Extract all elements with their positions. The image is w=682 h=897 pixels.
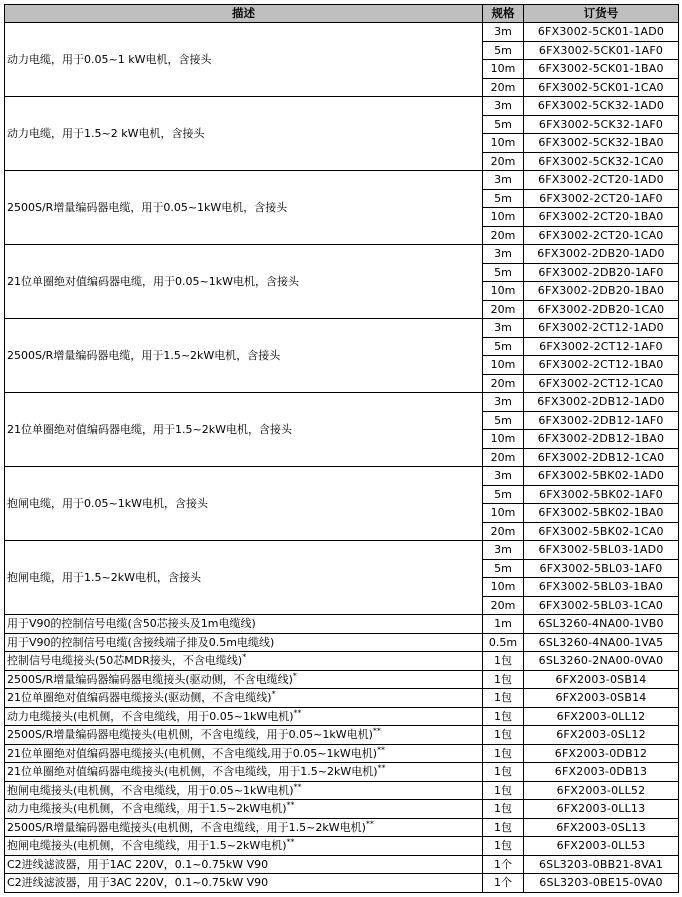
spec-cell: 1包 — [483, 763, 524, 782]
order-number-cell: 6FX3002-5BK02-1AD0 — [524, 467, 679, 486]
item-description: 2500S/R增量编码器编码器电缆接头(驱动侧，不含电缆线) — [7, 672, 293, 686]
accessory-row — [5, 818, 679, 837]
order-number-cell: 6FX3002-2CT20-1AD0 — [524, 171, 679, 190]
order-number-cell: 6FX3002-2DB20-1AD0 — [524, 245, 679, 264]
item-description-cell — [5, 726, 483, 745]
spec-cell: 3m — [483, 541, 524, 560]
item-description: 用于V90的控制信号电缆(含50芯接头及1m电缆线) — [7, 617, 256, 630]
footnote-mark: ** — [365, 818, 374, 828]
order-number-cell: 6FX3002-2DB12-1BA0 — [524, 430, 679, 449]
header-description: 描述 — [5, 5, 483, 23]
group-description: 动力电缆，用于0.05~1 kW电机，含接头 — [5, 23, 483, 97]
accessory-row — [5, 744, 679, 763]
spec-cell: 1m — [483, 615, 524, 634]
item-description-cell — [5, 818, 483, 837]
spec-cell: 20m — [483, 78, 524, 97]
item-description-cell — [5, 855, 483, 874]
item-description-cell — [5, 615, 483, 634]
footnote-mark: ** — [377, 763, 386, 773]
item-description-cell — [5, 670, 483, 689]
order-number-cell: 6SL3203-0BE15-0VA0 — [524, 874, 679, 893]
footnote-mark: ** — [286, 837, 295, 847]
spec-cell: 1包 — [483, 818, 524, 837]
spec-cell: 0.5m — [483, 633, 524, 652]
order-number-cell: 6FX3002-5CK01-1AD0 — [524, 23, 679, 42]
item-description: C2进线滤波器，用于1AC 220V，0.1~0.75kW V90 — [7, 857, 269, 871]
order-number-cell: 6FX3002-5BK02-1AF0 — [524, 485, 679, 504]
group-description: 抱闸电缆，用于0.05~1kW电机，含接头 — [5, 467, 483, 541]
spec-cell: 5m — [483, 337, 524, 356]
spec-cell: 1包 — [483, 707, 524, 726]
item-description-cell — [5, 707, 483, 726]
order-number-cell: 6FX3002-2CT12-1BA0 — [524, 356, 679, 375]
spec-cell: 3m — [483, 467, 524, 486]
order-number-cell: 6FX2003-0LL52 — [524, 781, 679, 800]
order-number-cell: 6SL3203-0BB21-8VA1 — [524, 855, 679, 874]
spec-cell: 1个 — [483, 874, 524, 893]
order-number-cell: 6FX2003-0SL13 — [524, 818, 679, 837]
header-row — [5, 5, 679, 23]
item-description-cell — [5, 744, 483, 763]
accessory-row — [5, 615, 679, 634]
item-description: C2进线滤波器，用于3AC 220V，0.1~0.75kW V90 — [7, 876, 269, 889]
group-description: 21位单圈绝对值编码器电缆，用于1.5~2kW电机，含接头 — [5, 393, 483, 467]
order-number-cell: 6FX3002-5CK01-1CA0 — [524, 78, 679, 97]
footnote-mark: ** — [377, 744, 386, 754]
item-description: 2500S/R增量编码器电缆接头(电机侧，不含电缆线，用于0.05~1kW电机) — [7, 728, 373, 741]
order-number-cell: 6SL3260-4NA00-1VB0 — [524, 615, 679, 634]
order-number-cell: 6FX3002-2DB12-1AF0 — [524, 411, 679, 430]
spec-cell: 3m — [483, 393, 524, 412]
spec-cell: 1包 — [483, 670, 524, 689]
accessory-row — [5, 726, 679, 745]
spec-cell: 20m — [483, 374, 524, 393]
order-number-cell: 6FX3002-5BL03-1AD0 — [524, 541, 679, 560]
spec-cell: 1包 — [483, 781, 524, 800]
order-number-cell: 6FX2003-0DB12 — [524, 744, 679, 763]
footnote-mark: ** — [293, 781, 302, 791]
group-description: 2500S/R增量编码器电缆，用于0.05~1kW电机，含接头 — [5, 171, 483, 245]
order-number-cell: 6FX3002-5BK02-1CA0 — [524, 522, 679, 541]
spec-cell: 10m — [483, 356, 524, 375]
accessory-row — [5, 781, 679, 800]
item-description-cell — [5, 874, 483, 893]
spec-cell: 1包 — [483, 652, 524, 671]
item-description-cell — [5, 837, 483, 856]
spec-cell: 10m — [483, 60, 524, 79]
accessory-row — [5, 670, 679, 689]
order-number-cell: 6FX2003-0LL12 — [524, 707, 679, 726]
accessory-row — [5, 855, 679, 874]
group-description: 抱闸电缆，用于1.5~2kW电机，含接头 — [5, 541, 483, 615]
cable-row — [5, 171, 679, 190]
order-number-cell: 6FX3002-5BL03-1CA0 — [524, 596, 679, 615]
order-number-cell: 6FX3002-2CT20-1AF0 — [524, 189, 679, 208]
order-number-cell: 6FX3002-5CK01-1AF0 — [524, 41, 679, 60]
order-number-cell: 6FX3002-2CT12-1CA0 — [524, 374, 679, 393]
group-description: 动力电缆，用于1.5~2 kW电机，含接头 — [5, 97, 483, 171]
cable-row — [5, 97, 679, 116]
order-number-cell: 6FX3002-5BK02-1BA0 — [524, 504, 679, 523]
order-number-cell: 6FX3002-5CK32-1BA0 — [524, 134, 679, 153]
order-number-cell: 6FX3002-2DB20-1AF0 — [524, 263, 679, 282]
footnote-mark: * — [292, 670, 297, 680]
spec-cell: 20m — [483, 522, 524, 541]
cable-row — [5, 541, 679, 560]
footnote-mark: ** — [372, 726, 381, 736]
item-description: 21位单圈绝对值编码器电缆接头(驱动侧，不含电缆线) — [7, 691, 272, 704]
cable-row — [5, 319, 679, 338]
spec-cell: 1包 — [483, 744, 524, 763]
order-number-cell: 6FX3002-5CK01-1BA0 — [524, 60, 679, 79]
order-number-cell: 6FX3002-5BL03-1AF0 — [524, 559, 679, 578]
spec-cell: 3m — [483, 23, 524, 42]
order-number-cell: 6FX2003-0SL12 — [524, 726, 679, 745]
spec-cell: 20m — [483, 300, 524, 319]
order-number-cell: 6FX3002-5BL03-1BA0 — [524, 578, 679, 597]
spec-cell: 5m — [483, 485, 524, 504]
spec-cell: 5m — [483, 559, 524, 578]
table-body — [5, 23, 679, 893]
spec-cell: 20m — [483, 448, 524, 467]
spec-cell: 5m — [483, 263, 524, 282]
accessory-row — [5, 837, 679, 856]
order-number-cell: 6SL3260-4NA00-1VA5 — [524, 633, 679, 652]
item-description-cell — [5, 689, 483, 708]
accessory-row — [5, 652, 679, 671]
order-number-cell: 6FX3002-5CK32-1AD0 — [524, 97, 679, 116]
item-description: 控制信号电缆接头(50芯MDR接头，不含电缆线) — [7, 654, 243, 667]
spec-cell: 10m — [483, 430, 524, 449]
item-description-cell — [5, 652, 483, 671]
accessory-row — [5, 707, 679, 726]
item-description: 抱闸电缆接头(电机侧，不含电缆线，用于0.05~1kW电机) — [7, 783, 294, 797]
order-number-cell: 6FX3002-5CK32-1AF0 — [524, 115, 679, 134]
footnote-mark: ** — [293, 707, 302, 717]
order-table — [4, 4, 679, 893]
item-description: 抱闸电缆接头(电机侧，不含电缆线，用于1.5~2kW电机) — [7, 839, 287, 852]
group-description: 2500S/R增量编码器电缆，用于1.5~2kW电机，含接头 — [5, 319, 483, 393]
spec-cell: 10m — [483, 134, 524, 153]
spec-cell: 1包 — [483, 837, 524, 856]
accessory-row — [5, 689, 679, 708]
spec-cell: 20m — [483, 226, 524, 245]
spec-cell: 10m — [483, 282, 524, 301]
item-description: 21位单圈绝对值编码器电缆接头(电机侧，不含电缆线，用于1.5~2kW电机) — [7, 765, 378, 778]
spec-cell: 5m — [483, 115, 524, 134]
accessory-row — [5, 633, 679, 652]
spec-cell: 5m — [483, 189, 524, 208]
order-number-cell: 6FX2003-0LL13 — [524, 800, 679, 819]
spec-cell: 1个 — [483, 855, 524, 874]
spec-cell: 20m — [483, 152, 524, 171]
order-number-cell: 6FX3002-5CK32-1CA0 — [524, 152, 679, 171]
spec-cell: 10m — [483, 578, 524, 597]
spec-cell: 10m — [483, 504, 524, 523]
item-description-cell — [5, 633, 483, 652]
spec-cell: 1包 — [483, 726, 524, 745]
item-description: 动力电缆接头(电机侧，不含电缆线，用于1.5~2kW电机) — [7, 802, 287, 815]
spec-cell: 3m — [483, 171, 524, 190]
item-description-cell — [5, 763, 483, 782]
item-description: 用于V90的控制信号电缆(含接线端子排及0.5m电缆线) — [7, 635, 275, 649]
order-number-cell: 6FX3002-2CT12-1AD0 — [524, 319, 679, 338]
order-number-cell: 6FX3002-2CT12-1AF0 — [524, 337, 679, 356]
spec-cell: 3m — [483, 97, 524, 116]
spec-cell: 1包 — [483, 689, 524, 708]
accessory-row — [5, 874, 679, 893]
accessory-row — [5, 800, 679, 819]
item-description: 动力电缆接头(电机侧，不含电缆线，用于0.05~1kW电机) — [7, 709, 294, 723]
item-description: 2500S/R增量编码器电缆接头(电机侧，不含电缆线，用于1.5~2kW电机) — [7, 820, 366, 834]
spec-cell: 10m — [483, 208, 524, 227]
spec-cell: 5m — [483, 411, 524, 430]
cable-row — [5, 467, 679, 486]
header-order-number: 订货号 — [524, 5, 679, 23]
order-number-cell: 6FX3002-2DB20-1CA0 — [524, 300, 679, 319]
cable-row — [5, 393, 679, 412]
spec-cell: 3m — [483, 319, 524, 338]
order-number-cell: 6FX2003-0DB13 — [524, 763, 679, 782]
order-number-cell: 6SL3260-2NA00-0VA0 — [524, 652, 679, 671]
item-description-cell — [5, 800, 483, 819]
order-number-cell: 6FX3002-2CT20-1BA0 — [524, 208, 679, 227]
footnote-mark: * — [242, 652, 247, 662]
spec-cell: 1包 — [483, 800, 524, 819]
accessory-row — [5, 763, 679, 782]
order-number-cell: 6FX3002-2DB20-1BA0 — [524, 282, 679, 301]
cable-row — [5, 23, 679, 42]
footnote-mark: ** — [286, 800, 295, 810]
order-number-cell: 6FX2003-0SB14 — [524, 670, 679, 689]
cable-row — [5, 245, 679, 264]
spec-cell: 3m — [483, 245, 524, 264]
group-description: 21位单圈绝对值编码器电缆，用于0.05~1kW电机，含接头 — [5, 245, 483, 319]
footnote-mark: * — [271, 689, 276, 699]
order-number-cell: 6FX2003-0SB14 — [524, 689, 679, 708]
order-number-cell: 6FX3002-2DB12-1AD0 — [524, 393, 679, 412]
item-description: 21位单圈绝对值编码器电缆接头(电机侧，不含电缆线,用于0.05~1kW电机) — [7, 746, 378, 760]
order-number-cell: 6FX3002-2DB12-1CA0 — [524, 448, 679, 467]
spec-cell: 20m — [483, 596, 524, 615]
order-number-cell: 6FX3002-2CT20-1CA0 — [524, 226, 679, 245]
spec-cell: 5m — [483, 41, 524, 60]
order-number-cell: 6FX2003-0LL53 — [524, 837, 679, 856]
item-description-cell — [5, 781, 483, 800]
header-spec: 规格 — [483, 5, 524, 23]
